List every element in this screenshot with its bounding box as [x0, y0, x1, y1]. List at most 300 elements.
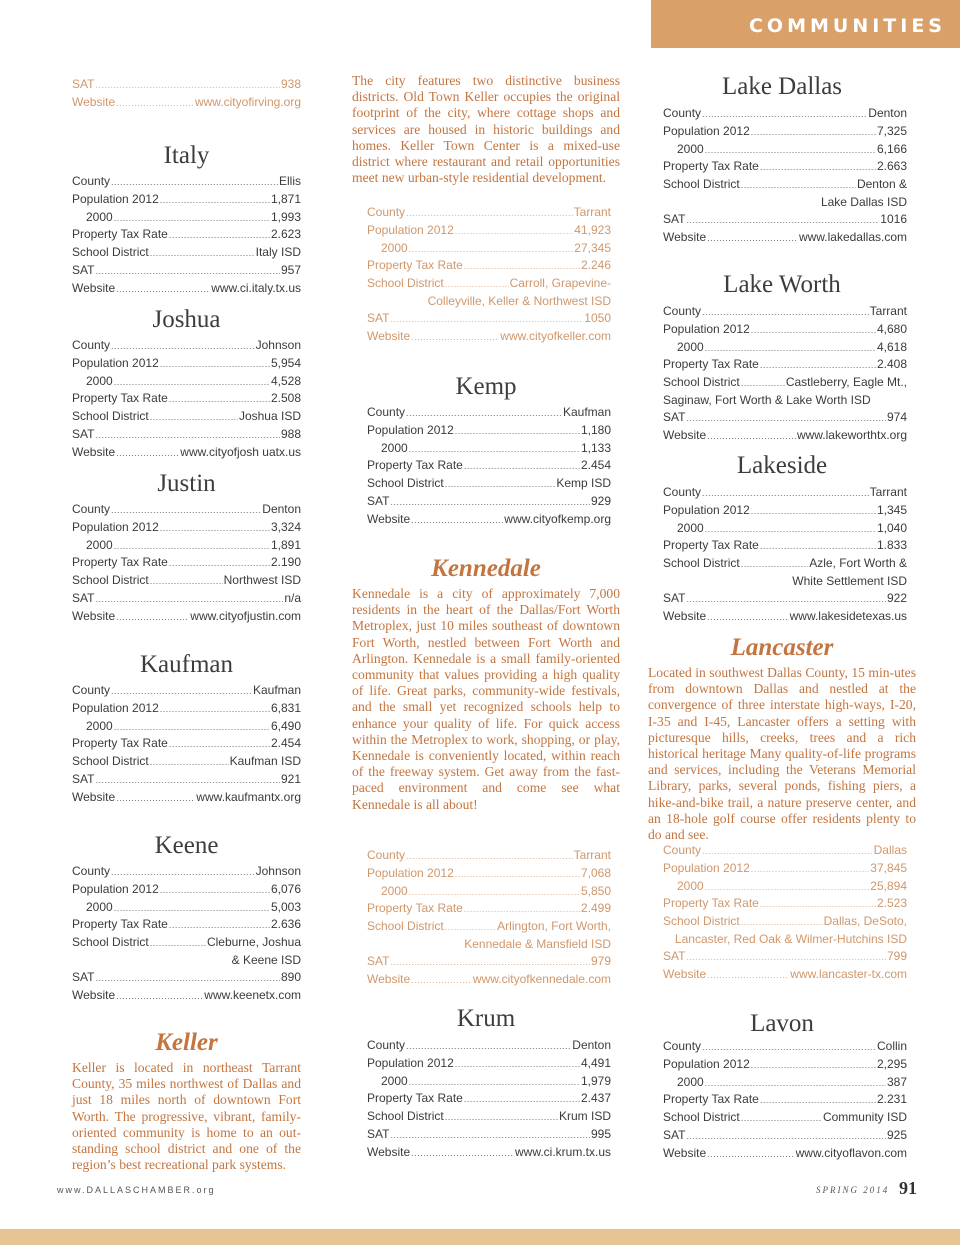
data-row-label: County: [367, 1038, 406, 1052]
data-row-label: 2000: [677, 1074, 704, 1089]
data-row-value: 37,845: [870, 860, 907, 875]
data-row: [663, 211, 907, 229]
data-row: [663, 427, 907, 445]
data-row-label: County: [72, 683, 111, 697]
data-row: [367, 1144, 611, 1162]
data-row-value: 1,871: [270, 191, 301, 206]
leader-dots: [702, 484, 869, 502]
leader-dots: [751, 502, 876, 520]
data-row-value: 4,680: [876, 321, 907, 336]
data-row-label: School District: [72, 754, 149, 769]
leader-dots: [95, 771, 280, 789]
data-row: [72, 700, 301, 718]
data-row: [367, 204, 611, 222]
data-row-value: 7,325: [876, 123, 907, 138]
data-row-value: 1,133: [580, 440, 611, 455]
data-row-label: County: [663, 1039, 702, 1053]
leader-dots: [411, 328, 499, 346]
data-row-label: Property Tax Rate: [367, 458, 463, 473]
data-row: [367, 1108, 611, 1126]
data-row: [72, 863, 301, 881]
data-row: [72, 519, 301, 537]
data-row: [72, 337, 301, 355]
data-row: [72, 608, 301, 626]
data-row: [663, 1091, 907, 1109]
data-row-value: 925: [886, 1127, 907, 1142]
bottom-bar: [0, 1229, 960, 1245]
data-row-label: Property Tax Rate: [663, 357, 759, 372]
data-row-value: Castleberry, Eagle Mt.,: [785, 375, 907, 390]
leader-dots: [702, 303, 869, 321]
data-row-value: www.ci.krum.tx.us: [514, 1144, 611, 1159]
data-row: [663, 878, 907, 896]
data-row: [367, 475, 611, 493]
data-row-value: n/a: [284, 590, 301, 605]
data-row-label: Website: [663, 427, 707, 442]
data-row-label: Website: [72, 94, 116, 109]
data-row-label: School District: [72, 573, 149, 588]
data-row-value: 2.663: [876, 159, 907, 174]
data-row: [367, 493, 611, 511]
footer-website: www.DALLASCHAMBER.org: [57, 1185, 216, 1195]
data-row-label: 2000: [677, 141, 704, 156]
data-row: [367, 404, 611, 422]
data-row: [367, 328, 611, 346]
data-row-label: School District: [663, 914, 740, 929]
data-row-value: 799: [886, 948, 907, 963]
data-row: [72, 94, 301, 112]
data-row: [663, 555, 907, 573]
data-row: [72, 262, 301, 280]
data-row: [367, 440, 611, 458]
data-row-label: Population 2012: [72, 700, 159, 715]
data-row: [663, 105, 907, 123]
data-row-label: Property Tax Rate: [72, 227, 168, 242]
data-row-value: 2.231: [876, 1092, 907, 1107]
data-row-label: County: [367, 405, 406, 419]
leader-dots: [751, 860, 870, 878]
leader-dots: [116, 789, 195, 807]
data-row: [367, 310, 611, 328]
data-row: [72, 718, 301, 736]
data-row-label: County: [663, 304, 702, 318]
leader-dots: [114, 209, 270, 227]
data-row-value: 988: [280, 426, 301, 441]
keller-description-continued: The city features two distinctive business districts. Old Town Keller occupies the original footprint of the city, where cottage shops and services are housed in historic buildings and homes. Keller Town Center is a mixed-use district where restaurant and retail opportunities meet new urban-style residential development.: [352, 73, 620, 186]
data-row-value: Denton: [868, 106, 907, 120]
kemp-data: [367, 404, 611, 529]
data-row: [663, 590, 907, 608]
data-row-label: School District: [72, 245, 149, 260]
data-row-value: 25,894: [870, 878, 907, 893]
data-row: [663, 356, 907, 374]
leader-dots: [169, 735, 270, 753]
data-row-value: Dallas: [873, 843, 907, 857]
leader-dots: [390, 1126, 590, 1144]
data-row: [663, 842, 907, 860]
data-row-value: 1016: [880, 211, 907, 226]
data-row-label: 2000: [381, 440, 408, 455]
leader-dots: [150, 408, 238, 426]
data-row-label: Property Tax Rate: [663, 538, 759, 553]
leader-dots: [116, 280, 210, 298]
data-row: [367, 257, 611, 275]
data-row: [367, 953, 611, 971]
data-row: [663, 339, 907, 357]
data-row-value: 2.454: [270, 736, 301, 751]
data-row: [72, 408, 301, 426]
data-row-label: Property Tax Rate: [663, 159, 759, 174]
data-row: [72, 390, 301, 408]
leader-dots: [116, 444, 179, 462]
leader-dots: [111, 863, 255, 881]
leader-dots: [464, 900, 580, 918]
data-row-label: SAT: [663, 590, 686, 605]
leader-dots: [114, 537, 270, 555]
data-row-label: County: [72, 864, 111, 878]
leader-dots: [116, 987, 203, 1005]
data-row-value: Collin: [876, 1039, 907, 1053]
leader-dots: [160, 191, 270, 209]
data-row: [367, 971, 611, 989]
data-row: [72, 244, 301, 262]
leader-dots: [409, 883, 580, 901]
data-row-label: Website: [367, 511, 411, 526]
data-row-value: Tarrant: [869, 304, 907, 318]
data-row-value: Denton &: [856, 177, 907, 192]
data-row-label: Property Tax Rate: [367, 1091, 463, 1106]
data-row-label: 2000: [677, 878, 704, 893]
leader-dots: [114, 373, 270, 391]
data-row-label: Population 2012: [72, 191, 159, 206]
data-row-label: Property Tax Rate: [72, 391, 168, 406]
leader-dots: [741, 913, 823, 931]
data-row-label: School District: [367, 919, 444, 934]
data-row-label: Property Tax Rate: [367, 901, 463, 916]
joshua-data: [72, 337, 301, 462]
data-row-value: 41,923: [574, 222, 611, 237]
keller-description: Keller is located in northeast Tarrant County, 35 miles northwest of Dallas and just 18 miles north of downtown Fort Worth. The progressive, vibrant, family-oriented community is home to an out-standing school district and one of the region’s best recreational park systems.: [72, 1060, 301, 1173]
leader-dots: [411, 511, 503, 529]
data-row-value: www.lakedallas.com: [798, 229, 907, 244]
data-row-value: 2.437: [580, 1091, 611, 1106]
data-row-value: 1,993: [270, 209, 301, 224]
data-row-label: County: [663, 106, 702, 120]
leader-dots: [455, 222, 574, 240]
data-row-label: Website: [72, 789, 116, 804]
data-row-value: 2.408: [876, 357, 907, 372]
data-row-label: Population 2012: [663, 1056, 750, 1071]
data-row-label: Website: [663, 229, 707, 244]
data-row: [72, 881, 301, 899]
data-row-value: www.cityofkemp.org: [504, 511, 611, 526]
data-row-label: 2000: [381, 883, 408, 898]
data-row-label: County: [663, 485, 702, 499]
data-row: [367, 240, 611, 258]
leader-dots: [114, 718, 270, 736]
data-row: [663, 484, 907, 502]
data-row-label: SAT: [663, 1127, 686, 1142]
city-title-krum: Krum: [456, 1005, 516, 1032]
lake-dallas-data: [663, 105, 907, 246]
data-row-value: Cleburne, Joshua: [206, 935, 301, 950]
data-row-label: School District: [663, 375, 740, 390]
data-row-label: 2000: [677, 520, 704, 535]
leader-dots: [464, 1090, 580, 1108]
data-row: [72, 682, 301, 700]
data-row: [367, 1073, 611, 1091]
data-row-label: Website: [72, 608, 116, 623]
data-row-value: 5,850: [580, 883, 611, 898]
leader-dots: [705, 878, 870, 896]
data-row-label: 2000: [381, 1073, 408, 1088]
leader-dots: [169, 916, 270, 934]
leader-dots: [702, 1038, 876, 1056]
data-row: [367, 847, 611, 865]
data-row-label: SAT: [367, 953, 390, 968]
leader-dots: [707, 966, 789, 984]
data-row: [663, 1127, 907, 1145]
data-row-value: www.cityofirving.org: [194, 94, 301, 109]
data-row-label: Property Tax Rate: [663, 1092, 759, 1107]
leader-dots: [95, 76, 280, 94]
leader-dots: [95, 262, 280, 280]
data-row-value: 929: [590, 493, 611, 508]
page-number: 91: [899, 1178, 917, 1198]
italy-data: [72, 173, 301, 298]
data-row-label: County: [72, 338, 111, 352]
leader-dots: [445, 1108, 558, 1126]
data-row-value: 3,324: [270, 519, 301, 534]
data-row-value: 995: [590, 1126, 611, 1141]
leader-dots: [116, 608, 189, 626]
data-row: [663, 913, 907, 931]
leader-dots: [705, 339, 876, 357]
leader-dots: [445, 918, 496, 936]
data-row-value: 938: [280, 77, 301, 91]
leader-dots: [686, 409, 886, 427]
data-row: [367, 1090, 611, 1108]
data-row: [72, 426, 301, 444]
data-row-value: 6,831: [270, 700, 301, 715]
city-title-lake-dallas: Lake Dallas: [721, 73, 843, 100]
data-row: [367, 918, 611, 936]
leader-dots: [464, 457, 580, 475]
leader-dots: [686, 948, 886, 966]
leader-dots: [707, 229, 798, 247]
leader-dots: [406, 204, 573, 222]
data-row-label: Population 2012: [72, 355, 159, 370]
data-row-label: Website: [367, 328, 411, 343]
city-title-keller: Keller: [155, 1029, 218, 1056]
leader-dots: [390, 493, 590, 511]
data-row-value: 922: [886, 590, 907, 605]
data-row-label: Property Tax Rate: [72, 555, 168, 570]
data-row-value: www.cityofjustin.com: [190, 608, 301, 623]
leader-dots: [111, 682, 252, 700]
data-row-value: Tarrant: [573, 205, 611, 219]
leader-dots: [150, 572, 223, 590]
data-row: [72, 554, 301, 572]
data-row: [663, 1074, 907, 1092]
leader-dots: [760, 895, 876, 913]
data-row-value: 4,528: [270, 373, 301, 388]
data-row-label: Population 2012: [367, 1055, 454, 1070]
data-row-value: 979: [590, 953, 611, 968]
data-row-label: Population 2012: [663, 502, 750, 517]
data-row-label: Population 2012: [663, 860, 750, 875]
data-row-label: 2000: [86, 209, 113, 224]
data-row-label: School District: [663, 177, 740, 192]
leader-dots: [751, 123, 876, 141]
data-row: [72, 735, 301, 753]
data-row-value: 2.499: [580, 901, 611, 916]
data-row-label: School District: [367, 1109, 444, 1124]
data-row-value: Tarrant: [573, 848, 611, 862]
data-row: [72, 501, 301, 519]
data-row-label: Property Tax Rate: [367, 258, 463, 273]
leader-dots: [411, 971, 472, 989]
city-title-joshua: Joshua: [152, 306, 221, 333]
data-row-label: SAT: [367, 493, 390, 508]
leader-dots: [114, 899, 270, 917]
data-row-value: Northwest ISD: [223, 573, 301, 588]
data-row-label: County: [72, 502, 111, 516]
data-row-value: Community ISD: [822, 1110, 907, 1125]
data-row-value: Ellis: [278, 174, 301, 188]
data-row: [72, 987, 301, 1005]
leader-dots: [160, 519, 270, 537]
leader-dots: [705, 1074, 886, 1092]
data-row: [72, 537, 301, 555]
data-row-label: 2000: [677, 339, 704, 354]
city-title-kaufman: Kaufman: [139, 651, 234, 678]
data-row-value: www.cityofkennedale.com: [472, 971, 611, 986]
data-row: [367, 1037, 611, 1055]
data-row-label: 2000: [381, 240, 408, 255]
lavon-data: [663, 1038, 907, 1163]
data-row-value: www.keenetx.com: [204, 987, 301, 1002]
data-row-label: Property Tax Rate: [72, 917, 168, 932]
leader-dots: [707, 608, 788, 626]
data-row-value: www.lancaster-tx.com: [790, 966, 907, 981]
data-row: [367, 1126, 611, 1144]
leader-dots: [406, 847, 573, 865]
leader-dots: [409, 240, 574, 258]
data-row-value: 5,954: [270, 355, 301, 370]
data-row: [72, 590, 301, 608]
leader-dots: [741, 1109, 822, 1127]
section-tab: [651, 0, 960, 48]
leader-dots: [409, 440, 580, 458]
kennedale-district-cont: Kennedale & Mansfield ISD: [464, 936, 611, 951]
data-row-value: 2.508: [270, 391, 301, 406]
data-row-value: Johnson: [255, 864, 301, 878]
data-row-value: Tarrant: [869, 485, 907, 499]
leader-dots: [169, 390, 270, 408]
data-row-value: www.cityofjosh uatx.us: [180, 444, 301, 459]
data-row: [663, 321, 907, 339]
leader-dots: [707, 427, 796, 445]
section-title: COMMUNITIES: [748, 15, 946, 37]
leader-dots: [160, 355, 270, 373]
lakeside-district-cont: White Settlement ISD: [792, 573, 907, 588]
lancaster-data: [663, 842, 907, 983]
data-row: [72, 899, 301, 917]
data-row-label: SAT: [367, 1126, 390, 1141]
data-row-value: www.cityofkeller.com: [500, 328, 611, 343]
data-row-value: www.lakeworthtx.org: [796, 427, 907, 442]
data-row: [663, 948, 907, 966]
city-title-justin: Justin: [157, 470, 216, 497]
keller-data: [367, 204, 611, 345]
data-row: [72, 280, 301, 298]
keene-district-cont: & Keene ISD: [231, 952, 301, 967]
data-row-label: 2000: [86, 537, 113, 552]
data-row-label: School District: [72, 409, 149, 424]
data-row: [72, 373, 301, 391]
leader-dots: [686, 590, 886, 608]
city-title-kennedale: Kennedale: [431, 555, 541, 582]
leader-dots: [406, 404, 562, 422]
leader-dots: [409, 1073, 580, 1091]
keene-data: [72, 863, 301, 1004]
leader-dots: [116, 94, 194, 112]
data-row-label: Property Tax Rate: [663, 896, 759, 911]
data-row: [367, 275, 611, 293]
data-row-label: School District: [367, 476, 444, 491]
keller-district-cont: Colleyville, Keller & Northwest ISD: [427, 293, 611, 308]
data-row-label: Website: [72, 444, 116, 459]
data-row-label: SAT: [72, 590, 95, 605]
data-row: [663, 374, 907, 392]
data-row-label: Property Tax Rate: [72, 736, 168, 751]
data-row: [663, 1056, 907, 1074]
data-row-value: 957: [280, 262, 301, 277]
data-row: [72, 444, 301, 462]
data-row: [367, 1055, 611, 1073]
data-row-label: County: [72, 174, 111, 188]
data-row-value: Carroll, Grapevine-: [509, 276, 611, 291]
data-row-value: Denton: [262, 502, 301, 516]
data-row: [663, 409, 907, 427]
leader-dots: [741, 176, 856, 194]
data-row-value: 6,076: [270, 881, 301, 896]
leader-dots: [760, 356, 876, 374]
data-row-value: 2,295: [876, 1056, 907, 1071]
data-row: [663, 895, 907, 913]
data-row-value: 4,491: [580, 1055, 611, 1070]
data-row: [663, 1145, 907, 1163]
data-row-value: 2.636: [270, 917, 301, 932]
data-row-value: 921: [280, 771, 301, 786]
leader-dots: [411, 1144, 514, 1162]
leader-dots: [702, 105, 867, 123]
krum-data: [367, 1037, 611, 1162]
data-row-label: Population 2012: [663, 123, 750, 138]
data-row-label: Website: [367, 1144, 411, 1159]
data-row-label: SAT: [72, 426, 95, 441]
data-row-label: County: [367, 205, 406, 219]
data-row: [663, 608, 907, 626]
data-row-value: www.lakesidetexas.us: [789, 608, 907, 623]
data-row-label: Population 2012: [367, 422, 454, 437]
leader-dots: [150, 753, 229, 771]
data-row-label: SAT: [72, 77, 95, 91]
data-row: [367, 422, 611, 440]
irving-data: [72, 76, 301, 112]
city-title-lavon: Lavon: [750, 1010, 814, 1037]
